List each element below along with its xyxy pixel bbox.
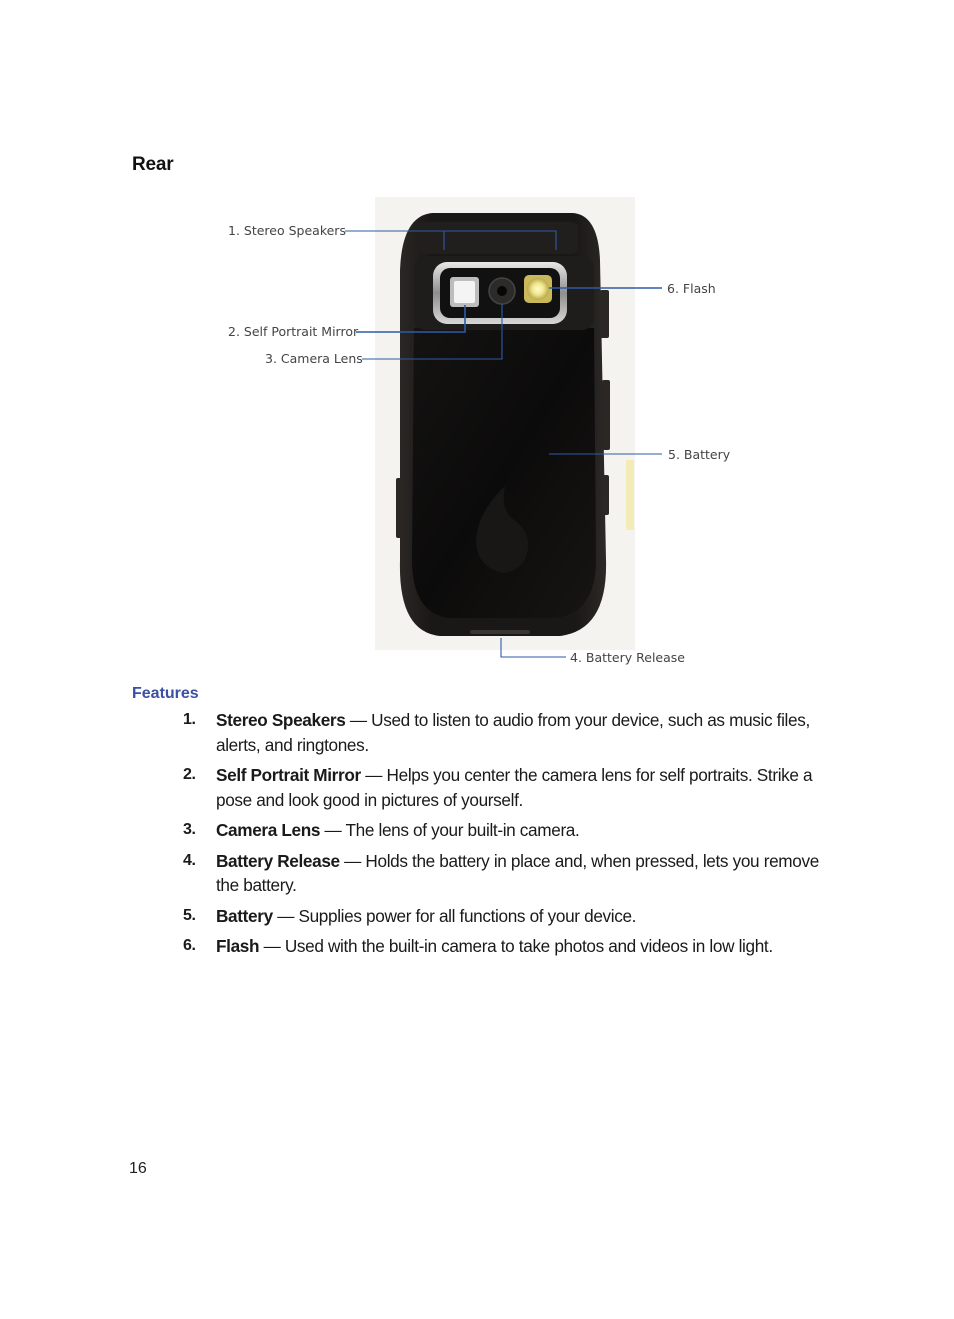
feature-item-flash bbox=[183, 934, 823, 959]
feature-item-battery-release bbox=[183, 849, 823, 898]
feature-number: 2. bbox=[183, 766, 196, 783]
flash bbox=[527, 278, 549, 300]
feature-name: Stereo Speakers bbox=[216, 710, 346, 730]
feature-list bbox=[183, 708, 823, 965]
feature-item-self-portrait-mirror bbox=[183, 763, 823, 812]
feature-number: 3. bbox=[183, 821, 196, 838]
battery-cover bbox=[412, 328, 596, 618]
battery-release-slot bbox=[470, 630, 530, 634]
callout-battery: 5. Battery bbox=[668, 447, 731, 462]
feature-item-camera-lens bbox=[183, 818, 823, 843]
page-number: 16 bbox=[129, 1160, 147, 1177]
feature-number: 5. bbox=[183, 906, 196, 924]
callout-self-portrait-mirror: 2. Self Portrait Mirror bbox=[228, 324, 359, 339]
feature-description: — Used to listen to audio from your device, such as music files, alerts, and ringtones. bbox=[216, 710, 810, 755]
mirror-highlight bbox=[454, 281, 475, 303]
feature-description: — Supplies power for all functions of your device. bbox=[272, 905, 637, 926]
callout-battery-release: 4. Battery Release bbox=[570, 650, 685, 665]
feature-number: 1. bbox=[183, 711, 196, 728]
callout-flash: 6. Flash bbox=[667, 281, 716, 296]
feature-description: — The lens of your built-in camera. bbox=[320, 820, 580, 840]
photo-edge-tint bbox=[626, 460, 634, 530]
callout-stereo-speakers: 1. Stereo Speakers bbox=[228, 223, 346, 238]
feature-name: Flash bbox=[216, 936, 260, 956]
feature-item-battery bbox=[183, 904, 823, 929]
features-heading: Features bbox=[132, 685, 199, 702]
feature-name: Battery bbox=[216, 905, 273, 926]
feature-description: — Holds the battery in place and, when pressed, lets you remove the battery. bbox=[216, 850, 819, 895]
feature-description: — Helps you center the camera lens for self portraits. Strike a pose and look good in pictures of yourself. bbox=[216, 765, 813, 810]
section-title: Rear bbox=[132, 154, 174, 175]
callout-camera-lens: 3. Camera Lens bbox=[265, 351, 363, 366]
lens-core bbox=[497, 286, 507, 296]
feature-item-stereo-speakers bbox=[183, 708, 823, 757]
feature-number: 6. bbox=[183, 937, 196, 954]
feature-number: 4. bbox=[183, 851, 196, 869]
feature-name: Camera Lens bbox=[216, 820, 321, 840]
speaker-band bbox=[418, 222, 578, 254]
feature-description: — Used with the built-in camera to take photos and videos in low light. bbox=[259, 936, 773, 956]
feature-name: Battery Release bbox=[216, 850, 340, 871]
feature-name: Self Portrait Mirror bbox=[216, 765, 361, 785]
